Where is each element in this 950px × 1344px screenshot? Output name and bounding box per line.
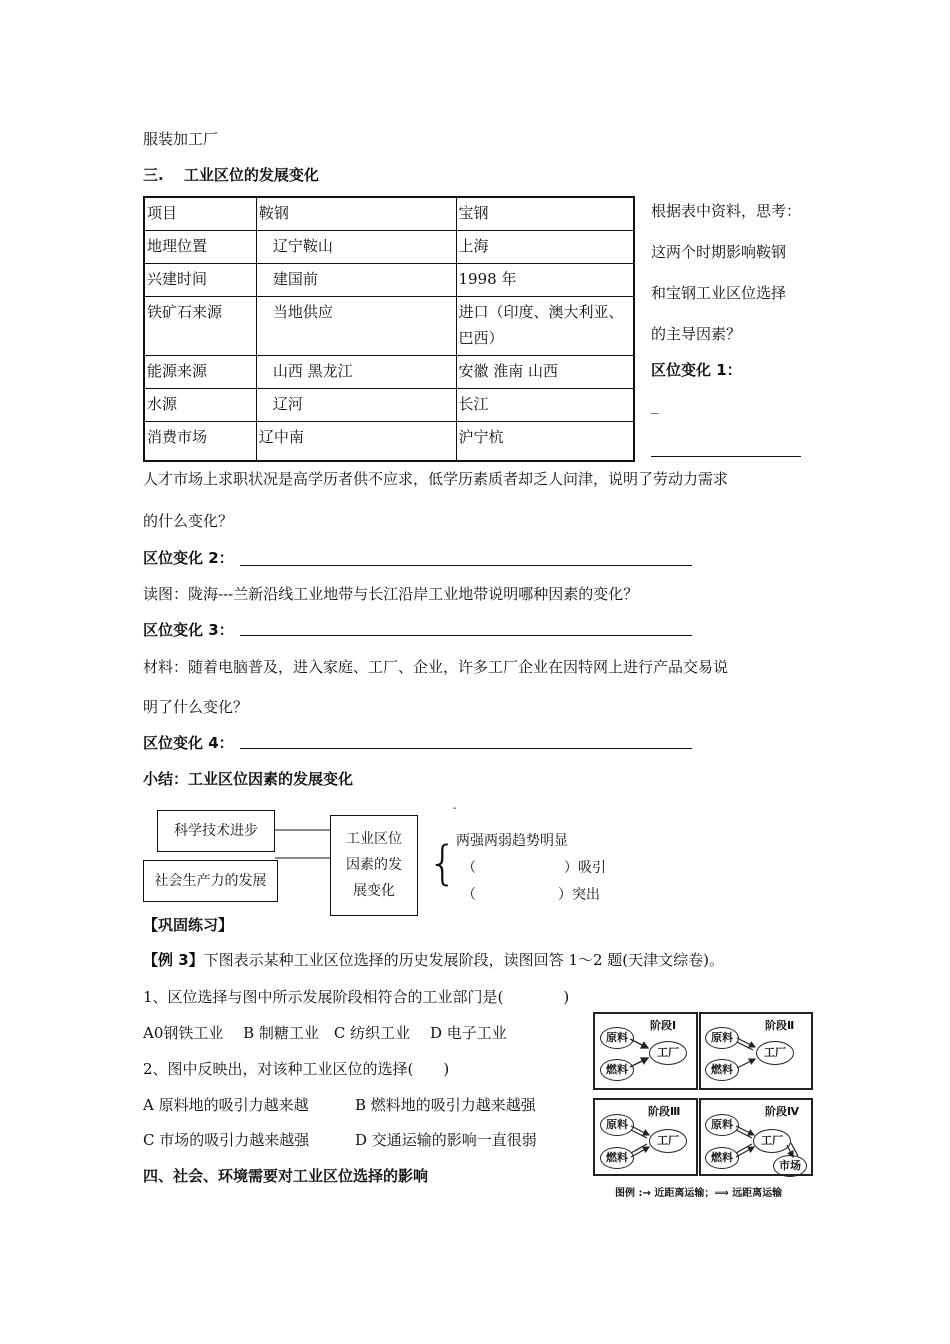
table-cell: 当地供应 [256,297,456,356]
factory-oval: 工厂 [649,1041,687,1065]
material-line: 材料：随着电脑普及，进入家庭、工厂、企业，许多工厂企业在因特网上进行产品交易说 [143,658,729,676]
table-header-row [144,197,634,231]
table-cell: 沪宁杭 [456,422,634,462]
location-change-2-label: 区位变化 2： [143,549,234,567]
answer-blank-1[interactable] [651,456,801,457]
table-cell: 水源 [144,389,256,422]
brace-icon: { [428,836,458,890]
central-box-line: 展变化 [353,883,395,899]
example-label: 【例 3】 [143,951,204,969]
trend-text: 两强两弱趋势明显 [456,833,568,849]
table-cell: 辽宁鞍山 [256,231,456,264]
answer-blank-2[interactable] [240,565,692,566]
side-question-line: 根据表中资料，思考： [651,202,802,220]
question-2: 2、图中反映出，对该种工业区位的选择( ) [143,1060,450,1078]
side-question-line: 这两个时期影响鞍钢 [651,243,787,261]
map-question: 读图：陇海---兰新沿线工业地带与长江沿岸工业地带说明哪种因素的变化？ [143,585,639,603]
summary-title: 小结：工业区位因素的发展变化 [143,770,354,788]
stage-3-label: 阶段Ⅲ [648,1105,681,1118]
option-d: D 交通运输的影响一直很弱 [355,1131,537,1149]
answer-blank-4[interactable] [240,748,692,749]
stage-1-label: 阶段Ⅰ [650,1019,677,1032]
central-box-line: 工业区位 [346,831,402,847]
section-3-title: 三. 工业区位的发展变化 [143,166,319,184]
tick-mark: - [453,803,457,814]
question-1: 1、区位选择与图中所示发展阶段相符合的工业部门是( ) [143,988,570,1006]
table-cell: 进口（印度、澳大利亚、巴西） [456,297,634,356]
table-cell: 消费市场 [144,422,256,462]
labor-question-line: 的什么变化？ [143,512,234,530]
fuel-oval: 燃料 [705,1147,739,1169]
table-cell: 能源来源 [144,356,256,389]
option-c: C 市场的吸引力越来越强 [143,1131,310,1149]
table-cell: 1998 年 [456,264,634,297]
productivity-box: 社会生产力的发展 [143,860,278,902]
market-oval: 市场 [773,1155,807,1177]
table-header-cell: 项目 [144,197,256,231]
attract-open: （ [462,860,476,876]
table-cell: 安徽 淮南 山西 [456,356,634,389]
table-row [144,231,634,264]
side-question-line: 的主导因素？ [651,325,742,343]
location-change-4-label: 区位变化 4： [143,734,234,752]
practice-title: 【巩固练习】 [143,916,234,934]
table-cell: 辽河 [256,389,456,422]
answer-dash: _ [651,396,659,414]
table-header-cell: 鞍钢 [256,197,456,231]
factory-oval: 工厂 [753,1129,791,1153]
stage-2-label: 阶段Ⅱ [765,1019,795,1032]
central-box-line: 因素的发 [346,857,402,873]
option-b: B 燃料地的吸引力越来越强 [355,1096,536,1114]
stage-4-label: 阶段Ⅳ [765,1105,800,1118]
table-row [144,356,634,389]
question-1-options: A0钢铁工业 B 制糖工业 C 纺织工业 D 电子工业 [143,1024,507,1042]
attract-text: ）吸引 [564,860,606,876]
location-change-3-label: 区位变化 3： [143,621,234,639]
table-row [144,422,634,462]
factory-oval: 工厂 [649,1129,687,1153]
highlight-open: （ [462,887,476,903]
labor-question-line: 人才市场上求职状况是高学历者供不应求，低学历素质者却乏人问津，说明了劳动力需求 [143,470,729,488]
figure-legend: 图例 :→ 近距离运输；⟹ 远距离运输 [615,1188,783,1199]
table-row [144,264,634,297]
example-text: 下图表示某种工业区位选择的历史发展阶段，读图回答 1～2 题(天津文综卷)。 [203,951,725,969]
location-change-1-label: 区位变化 1： [651,361,742,379]
section-4-title: 四、社会、环境需要对工业区位选择的影响 [143,1167,429,1185]
fuel-oval: 燃料 [705,1059,739,1081]
central-factor-box [330,815,418,916]
raw-material-oval: 原料 [600,1027,634,1049]
table-cell: 建国前 [256,264,456,297]
top-line-text: 服装加工厂 [143,130,219,148]
table-cell: 地理位置 [144,231,256,264]
industrial-stage-figure [593,1012,815,1202]
table-header-cell: 宝钢 [456,197,634,231]
option-a: A 原料地的吸引力越来越 [143,1096,309,1114]
table-cell: 铁矿石来源 [144,297,256,356]
table-row [144,297,634,356]
example-line [143,949,724,970]
raw-material-oval: 原料 [705,1114,739,1136]
tech-progress-box: 科学技术进步 [157,810,275,852]
raw-material-oval: 原料 [705,1027,739,1049]
factory-oval: 工厂 [756,1041,794,1065]
table-cell: 长江 [456,389,634,422]
raw-material-oval: 原料 [600,1114,634,1136]
table-cell: 上海 [456,231,634,264]
table-cell: 兴建时间 [144,264,256,297]
side-question-line: 和宝钢工业区位选择 [651,284,787,302]
material-line: 明了什么变化？ [143,698,249,716]
table-row [144,389,634,422]
answer-blank-3[interactable] [240,635,692,636]
table-cell: 山西 黑龙江 [256,356,456,389]
fuel-oval: 燃料 [600,1059,634,1081]
highlight-text: ）突出 [558,887,600,903]
table-cell: 辽中南 [256,422,456,462]
fuel-oval: 燃料 [600,1147,634,1169]
comparison-table [143,196,635,462]
